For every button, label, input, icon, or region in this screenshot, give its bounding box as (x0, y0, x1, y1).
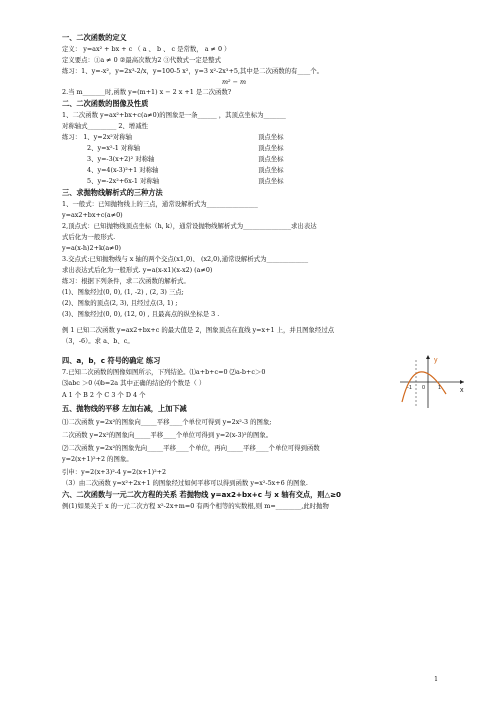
example-1-line: 例 1 已知二次函数 y=ax2+bx+c 的最大值是 2，图象顶点在直线 y=x+1 上，并且图象经过点 (62, 326, 335, 334)
vertex-label-3: 顶点坐标 (258, 155, 284, 163)
page-number: 1 (434, 676, 438, 683)
condition-3: (3)、图象经过(0, 0), (12, 0) , 且最高点的纵坐标是 3 . (62, 310, 220, 318)
practice-item-5: 5、y=-2x²+6x-1 对称轴 (87, 177, 160, 185)
practice-item-4: 4、y=4(x-3)²+1 对称轴 (87, 166, 159, 174)
example-1-line-2: （3，-6）。求 a、b、c。 (62, 337, 134, 345)
vertex-label-2: 顶点坐标 (258, 144, 284, 152)
vertex-form-formula: y=a(x-h)2+k(a≠0) (62, 244, 122, 252)
axis-monotonicity-line: 对称轴式_________ 2、增减性 (62, 122, 148, 130)
section-2-heading: 二、二次函数的图像及性质 (62, 99, 149, 108)
condition-1: (1)、图象经过(0, 0), (1, -2) , (2, 3) 三点; (62, 288, 184, 296)
example-equation-line: 例(1)如果关于 x 的一元二次方程 x²-2x+m=0 有两个相等的实数根,则 m=________,此时抛物 (62, 502, 329, 510)
condition-2: (2)、图象的顶点(2, 3), 且经过点(3, 1) ; (62, 299, 178, 307)
exponent-expression: m² − m (222, 78, 247, 86)
definition-line: 定义： y=ax² + bx + c （ a 、 b 、 c 是常数， a ≠ 0 ） (62, 45, 231, 53)
section-5-heading: 五、抛物线的平移 左加右减，上加下减 (62, 404, 187, 413)
intercept-form-formula: 求出表达式后化为一般形式. y=a(x-x1)(x-x2) (a≠0) (62, 266, 213, 274)
shift-question-1: ⑴二次函数 y=2x²的图象向_____平移____个单位可得到 y=2x²-3 的图象; (62, 418, 272, 426)
question-7-line: 7.已知二次函数的图像如图所示，下列结论。⑴a+b+c=0 ⑵a-b+c＞0 (62, 368, 266, 376)
graph-property-line: 1、二次函数 y=ax²+bx+c(a≠0)的图象是一条______ ，其顶点坐标为_______ (62, 111, 286, 119)
section-1-heading: 一、二次函数的定义 (62, 33, 127, 42)
definition-points-line: 定义要点：①a ≠ 0 ②最高次数为2 ③代数式一定是整式 (62, 56, 221, 64)
origin-label: 0 (422, 385, 426, 391)
practice-item-2: 2、y=x²-1 对称轴 (87, 144, 141, 152)
y-axis-arrow-icon (426, 355, 430, 359)
extension-line: 引申：y=2(x+3)²-4 y=2(x+1)²+2 (62, 468, 167, 476)
intercept-form-line: 3.交点式:已知抛物线与 x 轴的两个交点(x1,0)、 (x2,0),通常设解析式为_____________ (62, 255, 309, 263)
vertex-label-1: 顶点坐标 (258, 133, 284, 141)
section-4-heading: 四、a，b，c 符号的确定 练习 (62, 356, 161, 365)
question-7-options: A 1 个 B 2 个 C 3 个 D 4 个 (62, 391, 146, 399)
vertex-form-line: 2,顶点式：已知抛物线顶点坐标（h, k），通常设抛物线解析式为_______________求出表达 (62, 222, 317, 230)
practice-item-3: 3、y=-3(x+2)² 对称轴 (87, 155, 155, 163)
parabola-graph (398, 352, 466, 410)
general-form-formula: y=ax2+bx+c(a≠0) (62, 211, 123, 219)
shift-question-2: 二次函数 y=2x²的图象向_____平移____个单位可得到 y=2(x-3)²的图象。 (62, 431, 273, 439)
tick-neg-one: -1 (407, 385, 412, 391)
exercise-1-line: 练习：1、y=-x²，y=2x³-2/x，y=100-5 x²，y=3 x²-2x³+5,其中是二次函数的有____个。 (62, 67, 324, 75)
general-form-line: 1、一般式：已知抛物线上的三点，通常设解析式为________________ (62, 200, 258, 208)
shift-question-3: ⑵二次函数 y=2x²的图象先向_____平移____个单位，再向_____平移____个单位可得到函数 (62, 444, 320, 452)
vertex-label-5: 顶点坐标 (258, 177, 284, 185)
shift-question-4: （3）由二次函数 y=x²+2x+1 的图象经过如何平移可以得到函数 y=x²-5x+6 的图象. (62, 479, 308, 487)
practice-intro: 练习：根据下列条件，求二次函数的解析式。 (62, 277, 190, 285)
vertex-label-4: 顶点坐标 (258, 166, 284, 174)
practice-item-1: 练习： 1、y=2x²对称轴 (62, 133, 133, 141)
x-axis-label: x (460, 387, 464, 394)
shift-question-3-line-2: y=2(x+1)²+2 的图象。 (62, 455, 133, 463)
section-3-heading: 三、求抛物线解析式的三种方法 (62, 188, 163, 197)
y-axis-label: y (434, 357, 438, 364)
question-7-line-2: ⑶abc ＞0 ⑷b=2a 其中正确的结论的个数是（ ） (62, 379, 206, 387)
tick-pos-one: 1 (438, 385, 442, 391)
section-6-heading: 六、二次函数与一元二次方程的关系 若抛物线 y=ax2+bx+c 与 x 轴有交点，则△≥0 (62, 490, 342, 499)
exercise-2-line: 2.当 m_______时,函数 y=(m+1) x − 2 x +1 是二次函数? (62, 88, 232, 96)
vertex-form-line-2: 式后化为一般形式. (62, 233, 116, 241)
x-axis-arrow-icon (460, 380, 464, 384)
